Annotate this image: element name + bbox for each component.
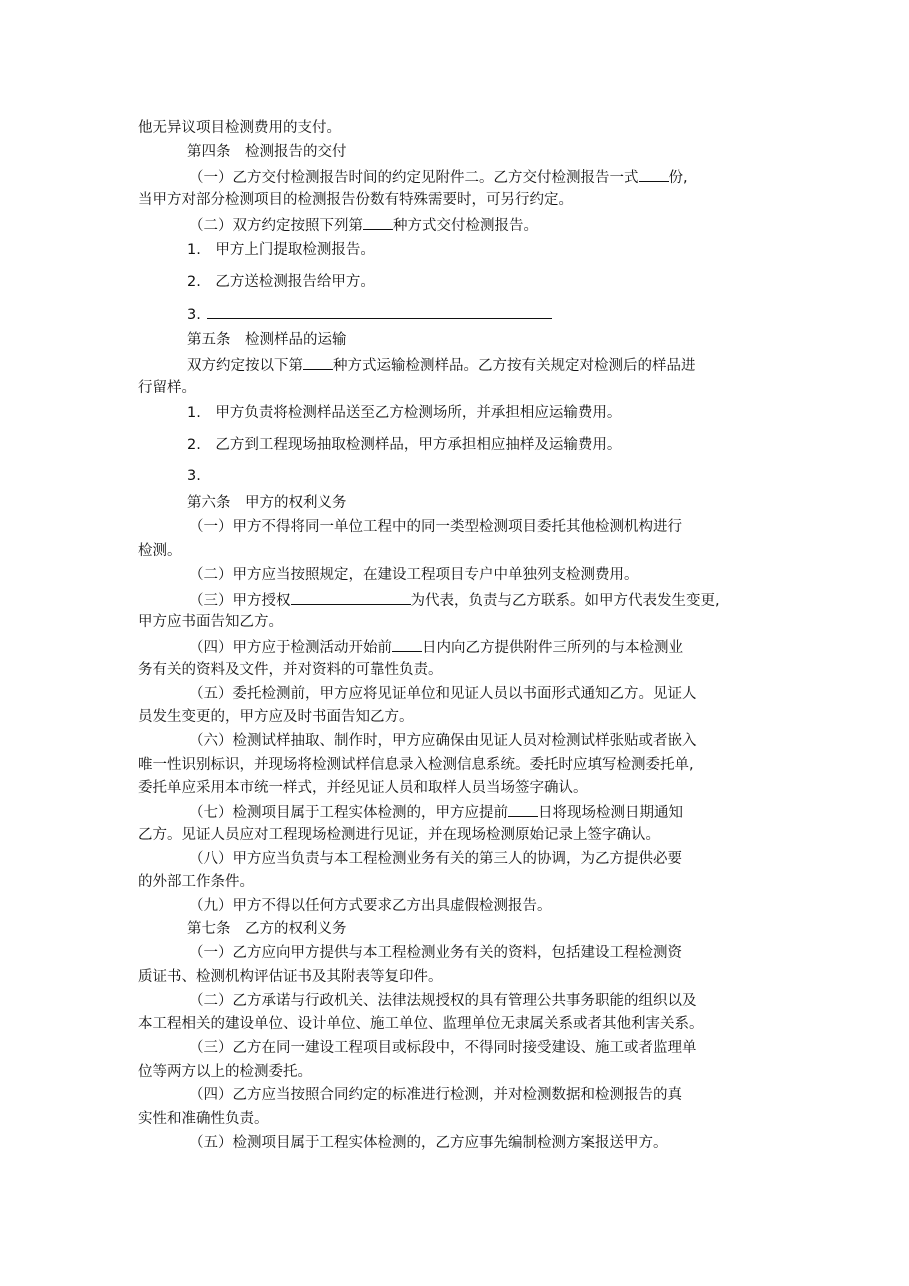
text-line [138, 378, 778, 398]
blank-field [291, 589, 411, 605]
text-span: 种方式交付检测报告。 [393, 218, 538, 234]
text-span: 当甲方对部分检测项目的检测报告份数有特殊需要时，可另行约定。 [138, 192, 573, 208]
article-7-heading [187, 919, 827, 939]
text-line [189, 1038, 778, 1058]
list-item [187, 403, 778, 423]
text-line [189, 731, 778, 751]
text-span: 日将现场检测日期通知 [538, 805, 683, 821]
text-line [189, 943, 778, 963]
list-item [187, 303, 778, 325]
text-span: 甲方应书面告知乙方。 [138, 614, 283, 630]
text-span: 本工程相关的建设单位、设计单位、施工单位、监理单位无隶属关系或者其他利害关系。 [138, 1016, 704, 1032]
text-line [189, 991, 778, 1011]
blank-field [639, 166, 669, 182]
text-span: 3. [187, 307, 201, 323]
text-line [138, 660, 778, 680]
text-span: （五）委托检测前，甲方应将见证单位和见证人员以书面形式通知乙方。见证人 [189, 686, 697, 702]
text-span: 第五条 检测样品的运输 [187, 332, 347, 348]
text-line [138, 707, 778, 727]
text-line [138, 1014, 778, 1034]
text-span: 种方式运输检测样品。乙方按有关规定对检测后的样品进 [333, 358, 696, 374]
text-span: 1. 甲方负责将检测样品送至乙方检测场所，并承担相应运输费用。 [187, 405, 622, 421]
text-line [189, 214, 778, 236]
text-span: 2. 乙方送检测报告给甲方。 [187, 274, 375, 290]
text-span: （一）甲方不得将同一单位工程中的同一类型检测项目委托其他检测机构进行 [189, 519, 682, 535]
text-span: （七）检测项目属于工程实体检测的，甲方应提前 [189, 805, 508, 821]
text-line [138, 1062, 778, 1082]
text-span: （九）甲方不得以任何方式要求乙方出具虚假检测报告。 [189, 898, 552, 914]
text-span: 日内向乙方提供附件三所列的与本检测业 [422, 640, 683, 656]
text-line [138, 612, 778, 632]
text-line [138, 872, 778, 892]
text-line [138, 967, 778, 987]
text-line [189, 684, 778, 704]
text-span: （四）甲方应于检测活动开始前 [189, 640, 392, 656]
text-span: （六）检测试样抽取、制作时，甲方应确保由见证人员对检测试样张贴或者嵌入 [189, 733, 697, 749]
text-line [189, 166, 778, 188]
text-span: 位等两方以上的检测委托。 [138, 1064, 312, 1080]
text-span: 2. 乙方到工程现场抽取检测样品，甲方承担相应抽样及运输费用。 [187, 437, 622, 453]
text-span: 唯一性识别标识，并现场将检测试样信息录入检测信息系统。委托时应填写检测委托单, [138, 757, 694, 773]
text-span: （一）乙方交付检测报告时间的约定见附件二。乙方交付检测报告一式 [189, 170, 639, 186]
text-span: （二）双方约定按照下列第 [189, 218, 363, 234]
text-span: 检测。 [138, 543, 182, 559]
text-line [138, 755, 778, 775]
text-span: 委托单应采用本市统一样式，并经见证人员和取样人员当场签字确认。 [138, 780, 588, 796]
blank-field [363, 214, 393, 230]
text-span: （八）甲方应当负责与本工程检测业务有关的第三人的协调，为乙方提供必要 [189, 851, 682, 867]
text-line [189, 565, 778, 585]
text-line [189, 589, 778, 611]
list-item [187, 435, 778, 455]
text-line [189, 801, 778, 823]
text-span: 务有关的资料及文件，并对资料的可靠性负责。 [138, 662, 443, 678]
text-span: （四）乙方应当按照合同约定的标准进行检测，并对检测数据和检测报告的真 [189, 1087, 682, 1103]
text-span: 第六条 甲方的权利义务 [187, 495, 347, 511]
article-6-heading [187, 493, 827, 513]
list-item [187, 466, 778, 486]
blank-field [303, 354, 333, 370]
text-line [189, 896, 778, 916]
list-item [187, 272, 778, 292]
text-span: 实性和准确性负责。 [138, 1111, 269, 1127]
text-span: 双方约定按以下第 [187, 358, 303, 374]
text-span: 为代表，负责与乙方联系。如甲方代表发生变更, [410, 593, 720, 609]
blank-field [207, 303, 552, 319]
text-span: 份, [668, 170, 688, 186]
blank-field [508, 801, 538, 817]
text-span: （二）甲方应当按照规定，在建设工程项目专户中单独列支检测费用。 [189, 567, 639, 583]
text-line [189, 636, 778, 658]
text-line [189, 1133, 778, 1153]
text-span: 质证书、检测机构评估证书及其附表等复印件。 [138, 969, 443, 985]
list-item [187, 240, 778, 260]
text-span: 员发生变更的，甲方应及时书面告知乙方。 [138, 709, 414, 725]
text-span: （三）乙方在同一建设工程项目或标段中，不得同时接受建设、施工或者监理单 [189, 1040, 697, 1056]
article-5-heading [187, 330, 827, 350]
text-span: （三）甲方授权 [189, 593, 291, 609]
text-line [189, 517, 778, 537]
text-span: 1. 甲方上门提取检测报告。 [187, 242, 375, 258]
text-line [138, 825, 778, 845]
text-line [138, 541, 778, 561]
text-span: 第七条 乙方的权利义务 [187, 921, 347, 937]
text-line [138, 778, 778, 798]
text-line [138, 118, 778, 138]
text-span: （一）乙方应向甲方提供与本工程检测业务有关的资料，包括建设工程检测资 [189, 945, 682, 961]
text-span: （二）乙方承诺与行政机关、法律法规授权的具有管理公共事务职能的组织以及 [189, 993, 697, 1009]
text-span: 第四条 检测报告的交付 [187, 144, 347, 160]
text-line [189, 1085, 778, 1105]
text-span: 的外部工作条件。 [138, 874, 254, 890]
text-span: 行留样。 [138, 380, 196, 396]
text-line [187, 354, 778, 376]
text-span: （五）检测项目属于工程实体检测的，乙方应事先编制检测方案报送甲方。 [189, 1135, 668, 1151]
article-4-heading [187, 142, 827, 162]
text-line [138, 1109, 778, 1129]
text-span: 3. [187, 468, 201, 484]
text-line [189, 849, 778, 869]
text-line [138, 190, 778, 210]
text-span: 他无异议项目检测费用的支付。 [138, 120, 341, 136]
text-span: 乙方。见证人员应对工程现场检测进行见证，并在现场检测原始记录上签字确认。 [138, 827, 660, 843]
blank-field [392, 636, 422, 652]
